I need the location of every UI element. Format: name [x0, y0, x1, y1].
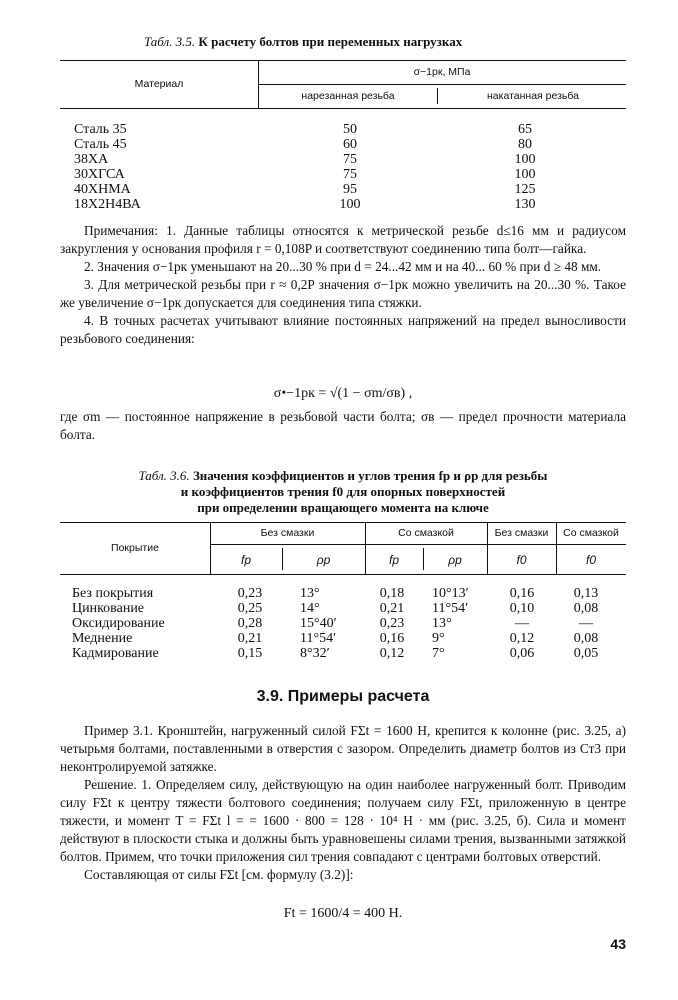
table-3-6-sub-rho-2: ρр [448, 553, 462, 567]
table-cell: 13° [432, 616, 452, 631]
table-cell: 0,18 [379, 586, 405, 601]
table-cell: 95 [343, 182, 357, 197]
table-3-5-header-sigma: σ−1рк, МПа [413, 66, 471, 78]
table-3-5-prefix: Табл. 3.5. [144, 34, 196, 49]
table-3-5-col-material [74, 122, 234, 212]
solution-text: Решение. 1. Определяем силу, действующую на один наиболее нагруженный болт. Приводим силу FΣt к центру тяжести болтового соединения; получаем силу FΣt, приложенную в центре тяжести, и момент T = FΣt l = = 1600 · 800 = 128 · 10⁴ Н · мм (рис. 3.25, б). Сила и момент действуют в плоскости стыка и должны быть уравновешены силами трения, вызванными затяжкой болтов. Примем, что точки приложения сил трения совпадают с центрами болтовых отверстий. [60, 777, 626, 864]
note-3: 3. Для метрической резьбы при r ≈ 0,2P значения σ−1рк можно увеличить на 20...30 %. Такое же увеличение σ−1рк допускается для соединения типа стяжки. [60, 277, 626, 310]
table-3-6-header-lube-2: Со смазкой [563, 527, 619, 539]
table-3-6-caption-line-1 [60, 468, 626, 484]
table-3-6-header-nolube: Без смазки [260, 527, 315, 539]
table-cell: 130 [514, 197, 536, 212]
table-cell: 7° [432, 646, 445, 661]
table-3-6-title-3: при определении вращающего момента на ключе [197, 500, 489, 515]
table-cell: 11°54′ [300, 631, 337, 646]
note-4-explanation-block [60, 408, 626, 444]
table-3-6-col-rho [300, 586, 364, 661]
table-cell: 0,23 [237, 586, 263, 601]
table-3-6-sub-rule [210, 544, 626, 545]
table-cell: 0,12 [379, 646, 405, 661]
note-4: 4. В точных расчетах учитывают влияние постоянных напряжений на предел выносливости резьбового соединения: [60, 313, 626, 346]
note-4-explanation: где σm — постоянное напряжение в резьбовой части болта; σв — предел прочности материала болта. [60, 409, 626, 442]
example-statement: Пример 3.1. Кронштейн, нагруженный силой FΣt = 1600 Н, крепится к колонне (рис. 3.25, а) четырьмя болтами, поставленными в отверстия с зазором. Определить диаметр болтов из Ст3 при неконтролируемой затяжке. [60, 723, 626, 774]
table-cell: 18Х2Н4ВА [74, 197, 141, 212]
table-cell: 80 [518, 137, 532, 152]
table-cell: Кадмирование [72, 646, 159, 661]
note-1: Примечания: 1. Данные таблицы относятся к метрической резьбе d≤16 мм и радиусом закругления у основания профиля r = 0,108P и соответствуют соединению типа болт—гайка. [60, 223, 626, 256]
table-cell: 75 [343, 167, 357, 182]
section-heading: 3.9. Примеры расчета [256, 688, 430, 705]
table-cell: Оксидирование [72, 616, 165, 631]
table-3-5-col-rolled [495, 122, 555, 212]
table-3-6-header-nolube-2: Без смазки [494, 527, 549, 539]
table-cell: 75 [343, 152, 357, 167]
table-cell: 0,16 [379, 631, 405, 646]
table-3-6-col-fp-2 [368, 586, 416, 661]
table-cell: Сталь 35 [74, 122, 127, 137]
table-cell: 0,21 [237, 631, 263, 646]
table-cell: 0,23 [379, 616, 405, 631]
table-cell: 0,21 [379, 601, 405, 616]
table-cell: 0,05 [573, 646, 599, 661]
resultant-text: Составляющая от силы FΣt [см. формулу (3.2)]: [84, 867, 354, 882]
table-3-5-sub-divider [437, 88, 438, 104]
table-3-6-sub-fp: fр [240, 553, 251, 567]
table-3-6-sub-rho: ρр [316, 553, 331, 567]
table-cell: 9° [432, 631, 445, 646]
table-cell: Без покрытия [72, 586, 154, 601]
table-cell: 125 [514, 182, 536, 197]
table-3-6-header-coating: Покрытие [111, 542, 159, 554]
table-cell: Цинкование [72, 601, 145, 616]
table-cell: 40ХНМА [74, 182, 131, 197]
table-cell: 8°32′ [300, 646, 330, 661]
table-3-5-header-rolled: накатанная резьба [487, 90, 579, 102]
notes-block [60, 222, 626, 348]
table-3-5-caption [144, 34, 462, 50]
endurance-formula: σ•−1рк = √(1 − σm/σв) , [273, 386, 413, 401]
table-3-6-header-rule [60, 574, 626, 575]
table-cell: 0,25 [237, 601, 263, 616]
table-cell: — [515, 616, 529, 631]
table-cell: 30ХГСА [74, 167, 125, 182]
table-cell: 0,12 [509, 631, 535, 646]
table-cell: 10°13′ [432, 586, 469, 601]
table-3-6-top-rule [60, 522, 626, 523]
table-cell: 0,13 [573, 586, 599, 601]
table-cell: 38ХА [74, 152, 109, 167]
table-3-5-title: К расчету болтов при переменных нагрузках [198, 34, 463, 49]
table-3-6-sub-f0-2: f0 [585, 553, 596, 567]
table-cell: 100 [514, 167, 536, 182]
table-3-6-col-f0-2 [560, 586, 612, 661]
table-3-6-sub-fp-2: fр [388, 553, 399, 567]
table-3-6-prefix: Табл. 3.6. [138, 468, 190, 483]
table-3-6-sub-f0: f0 [516, 553, 527, 567]
table-cell: 100 [514, 152, 536, 167]
table-cell: 14° [300, 601, 320, 616]
table-3-5-header-material: Материал [134, 78, 184, 90]
table-cell: Сталь 45 [74, 137, 127, 152]
table-3-6-col-f0 [496, 586, 548, 661]
table-cell: 15°40′ [300, 616, 337, 631]
table-3-5-sub-rule [258, 84, 626, 85]
table-cell: 0,06 [509, 646, 535, 661]
table-cell: 65 [518, 122, 532, 137]
table-3-5-col-cut [320, 122, 380, 212]
table-cell: 60 [343, 137, 357, 152]
table-cell: — [579, 616, 593, 631]
table-cell: Меднение [72, 631, 133, 646]
note-2: 2. Значения σ−1рк уменьшают на 20...30 % при d = 24...42 мм и на 40... 60 % при d ≥ 48 мм. [84, 259, 602, 274]
force-formula: Ft = 1600/4 = 400 Н. [283, 906, 403, 921]
table-cell: 0,15 [237, 646, 263, 661]
table-cell: 100 [339, 197, 361, 212]
example-block [60, 722, 626, 884]
table-3-5-header-cut: нарезанная резьба [301, 90, 395, 102]
table-3-6-col-rho-2 [432, 586, 486, 661]
table-cell: 0,28 [237, 616, 263, 631]
page-number: 43 [610, 936, 626, 952]
table-cell: 0,08 [573, 601, 599, 616]
table-cell: 50 [343, 122, 357, 137]
table-3-6-title-2: и коэффициентов трения f0 для опорных поверхностей [180, 484, 506, 499]
table-3-6-col-fp [226, 586, 274, 661]
table-cell: 13° [300, 586, 320, 601]
table-cell: 0,08 [573, 631, 599, 646]
table-cell: 0,16 [509, 586, 535, 601]
table-cell: 11°54′ [432, 601, 469, 616]
table-3-6-header-lube: Со смазкой [398, 527, 454, 539]
table-cell: 0,10 [509, 601, 535, 616]
table-3-5-top-rule [60, 60, 626, 61]
table-3-6-col-coating [72, 586, 210, 661]
table-3-5-header-rule [60, 108, 626, 109]
table-3-6-title-1: Значения коэффициентов и углов трения fр и ρр для резьбы [192, 468, 548, 483]
